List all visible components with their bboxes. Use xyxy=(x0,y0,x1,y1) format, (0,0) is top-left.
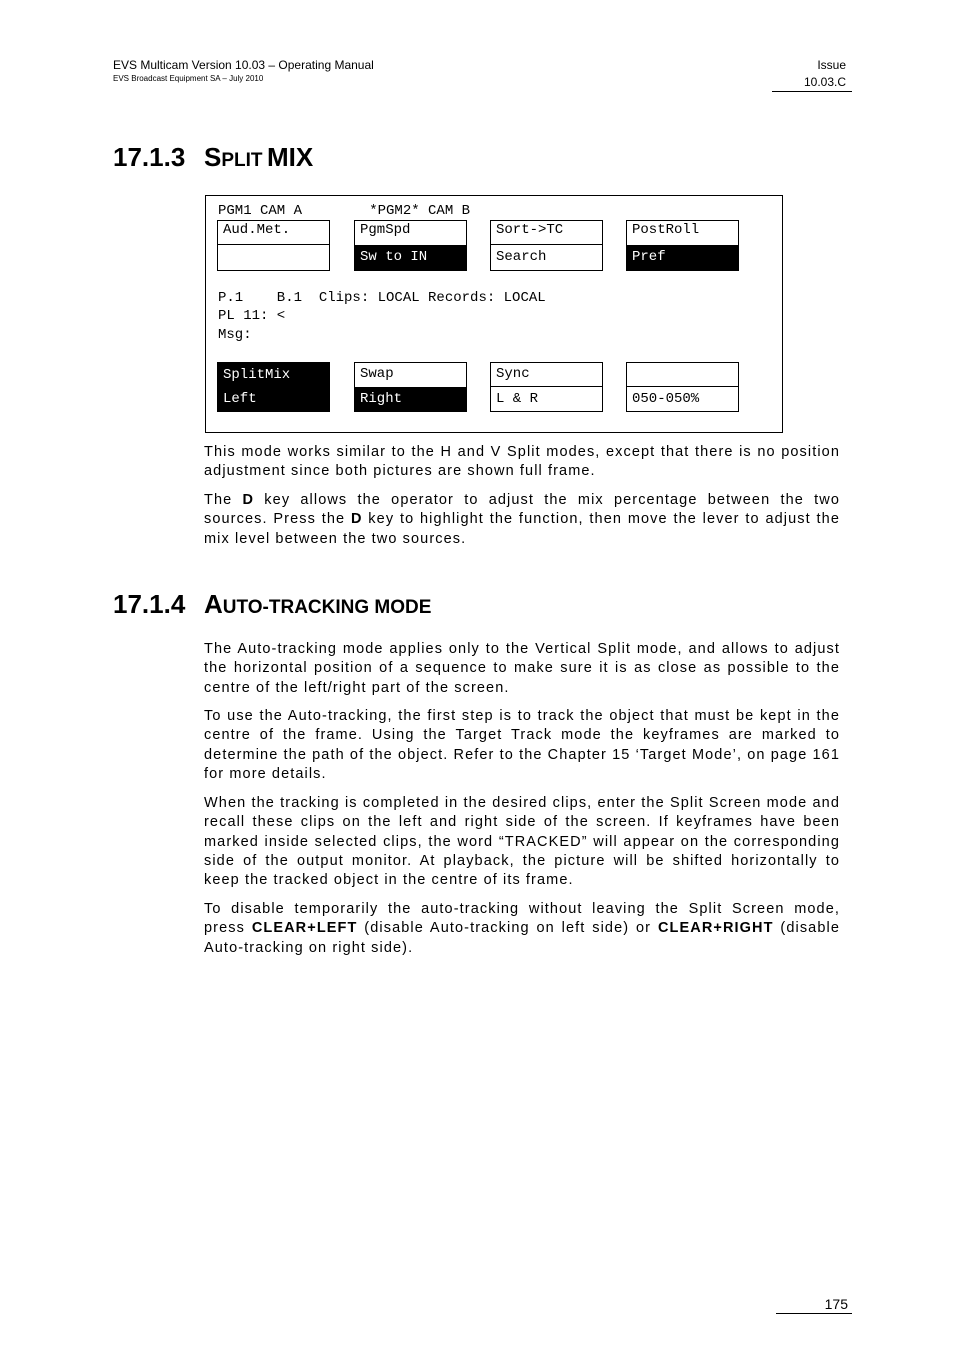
softkey-top-label: SplitMix xyxy=(223,367,291,383)
key-combo: CLEAR+LEFT xyxy=(251,920,358,937)
screen-status-line: PGM1 CAM A *PGM2* CAM B xyxy=(218,203,471,219)
section-title-initial: A xyxy=(204,589,223,619)
softkey-aud-met xyxy=(217,220,330,271)
header-rule xyxy=(772,91,852,92)
softkey-top-label xyxy=(627,363,738,387)
softkey-sync xyxy=(490,362,603,412)
footer-rule xyxy=(776,1313,852,1314)
softkey-pgmspd xyxy=(354,220,467,271)
section-heading-split-mix xyxy=(113,142,313,173)
text-run: To disable temporarily the auto-tracking without leaving the Split Screen mode, press xyxy=(204,901,840,937)
key-name: D xyxy=(242,492,255,508)
softkey-bottom-label: Search xyxy=(496,249,547,265)
softkey-bottom-label: Pref xyxy=(627,245,738,270)
text-run: key allows the operator to adjust the mix percentage between the two sources. Press the xyxy=(204,492,841,528)
softkey-splitmix xyxy=(217,362,330,412)
issue-label: Issue xyxy=(817,58,846,72)
softkey-sort-tc xyxy=(490,220,603,271)
document-title: EVS Multicam Version 10.03 – Operating Manual xyxy=(113,58,374,72)
text-run: (disable Auto-tracking on left side) or xyxy=(357,920,658,937)
softkey-bottom-label: L & R xyxy=(496,391,539,407)
softkey-top-label: Aud.Met. xyxy=(218,221,329,245)
screen-info-line-3: Msg: xyxy=(218,327,252,343)
remote-screen-display xyxy=(205,195,783,433)
paragraph-auto-tracking-steps: To use the Auto-tracking, the first step is to track the object that must be kept in the centre of the frame. Using the Target Track mode the keyframes are marked to determine the path of the object. Refer to the Chapter 15 ‘Target Mode’, on page 161 for more details. xyxy=(204,708,840,782)
section-number: 17.1.3 xyxy=(113,142,186,172)
softkey-swap xyxy=(354,362,467,412)
key-combo: CLEAR+RIGHT xyxy=(657,920,774,937)
issue-value: 10.03.C xyxy=(803,75,846,89)
section-title-initial: S xyxy=(204,142,222,172)
section-heading-auto-tracking xyxy=(113,589,431,620)
document-subtitle: EVS Broadcast Equipment SA – July 2010 xyxy=(113,74,264,83)
screen-info-line-1: P.1 B.1 Clips: LOCAL Records: LOCAL xyxy=(218,290,546,306)
section-title-word2: MIX xyxy=(266,142,314,172)
section-number: 17.1.4 xyxy=(113,589,186,619)
softkey-top-label: Sync xyxy=(491,363,602,387)
softkey-top-label: Swap xyxy=(360,366,394,382)
softkey-bottom-label: Sw to IN xyxy=(355,245,466,270)
paragraph-disable-tracking xyxy=(204,900,840,958)
text-run: (disable Auto-tracking on right side). xyxy=(204,920,840,956)
paragraph-split-mix-intro: This mode works similar to the H and V Split modes, except that there is no position adjustment since both pictures are shown full frame. xyxy=(204,444,840,480)
softkey-bottom-label xyxy=(218,245,329,270)
key-name: D xyxy=(350,511,363,528)
paragraph-tracking-completed: When the tracking is completed in the desired clips, enter the Split Screen mode and recall these clips on the left and right side of the screen. If keyframes have been marked inside selected clips, the word “TRACKED” will appear on the corresponding side of the output monitor. At playback, the picture will be shifted horizontally to keep the tracked object in the centre of its frame. xyxy=(204,795,840,889)
page-number: 175 xyxy=(824,1296,848,1312)
softkey-top-label: PostRoll xyxy=(632,222,700,238)
softkey-postroll xyxy=(626,220,739,271)
softkey-top-label: PgmSpd xyxy=(360,222,411,238)
text-run: key to highlight the function, then move the lever to adjust the mix level between the two sources. xyxy=(204,511,840,547)
softkey-bottom-label: Right xyxy=(355,387,466,411)
softkey-bottom-label: Left xyxy=(223,391,257,407)
section-title-rest: UTO-TRACKING MODE xyxy=(222,597,432,618)
paragraph-d-key xyxy=(204,491,840,549)
text-run: The xyxy=(204,492,243,508)
section-title-rest: PLIT xyxy=(221,150,263,171)
softkey-top-label: Sort->TC xyxy=(491,221,602,245)
paragraph-auto-tracking-intro: The Auto-tracking mode applies only to the Vertical Split mode, and allows to adjust the horizontal position of a sequence to make sure it is as close as possible to the centre of the left/right part of the screen. xyxy=(204,641,840,696)
softkey-mix-level xyxy=(626,362,739,412)
screen-info-line-2: PL 11: < xyxy=(218,308,286,324)
softkey-bottom-label: 050-050% xyxy=(632,391,700,407)
